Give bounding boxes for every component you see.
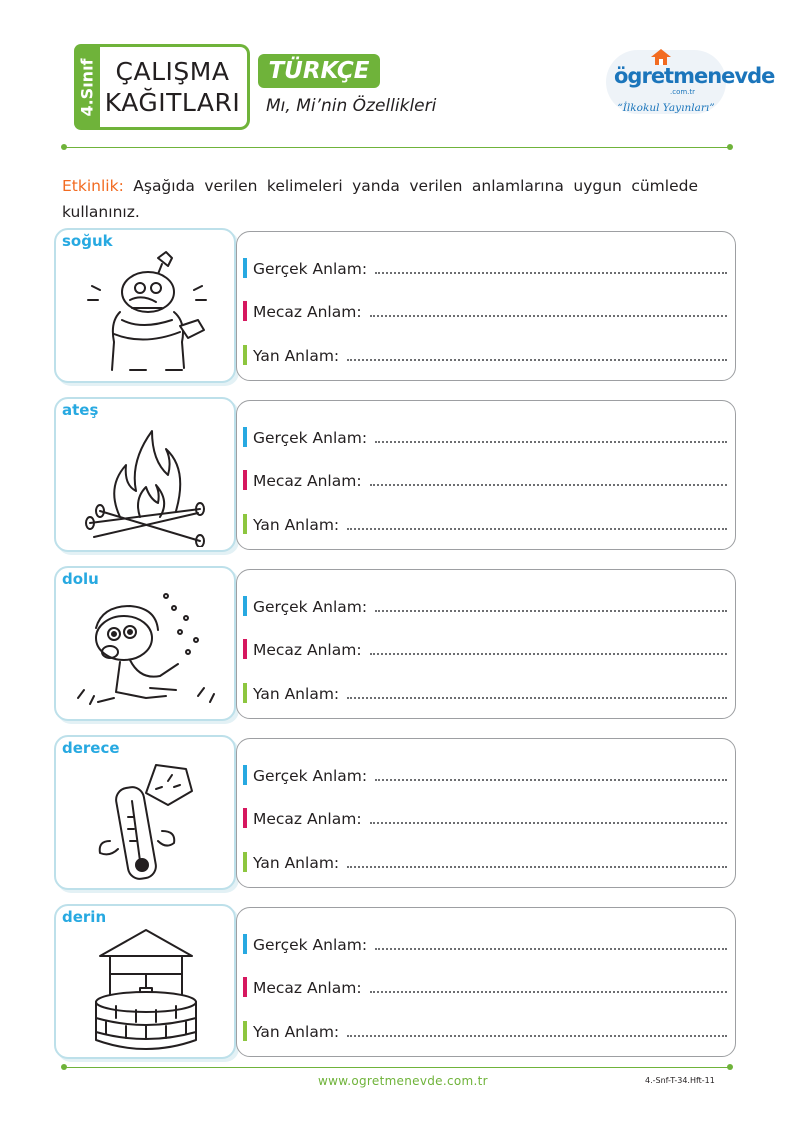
house-logo-icon bbox=[648, 46, 674, 66]
answer-line-figurative[interactable] bbox=[243, 299, 727, 321]
figurative-meaning-label: Mecaz Anlam: bbox=[253, 472, 362, 490]
answer-line-figurative[interactable] bbox=[243, 468, 727, 490]
answer-box bbox=[236, 400, 736, 550]
figurative-meaning-label: Mecaz Anlam: bbox=[253, 303, 362, 321]
picture-card bbox=[54, 735, 236, 890]
header-divider bbox=[64, 147, 730, 148]
blue-marker bbox=[243, 427, 247, 447]
shivering-man-icon bbox=[70, 250, 220, 378]
green-marker bbox=[243, 514, 247, 534]
dotted-line bbox=[375, 779, 727, 781]
side-meaning-label: Yan Anlam: bbox=[253, 516, 340, 534]
thermometer-icon bbox=[70, 757, 220, 885]
pink-marker bbox=[243, 808, 247, 828]
picture-card bbox=[54, 228, 236, 383]
side-meaning-label: Yan Anlam: bbox=[253, 854, 340, 872]
word-row bbox=[54, 228, 738, 383]
water-well-icon bbox=[70, 926, 220, 1054]
dotted-line bbox=[370, 653, 727, 655]
dotted-line bbox=[370, 315, 727, 317]
figurative-meaning-label: Mecaz Anlam: bbox=[253, 810, 362, 828]
logo-domain: .com.tr bbox=[670, 88, 696, 96]
side-meaning-label: Yan Anlam: bbox=[253, 347, 340, 365]
grade-tab bbox=[74, 44, 100, 130]
footer-url[interactable]: www.ogretmenevde.com.tr bbox=[318, 1074, 488, 1088]
dotted-line bbox=[347, 359, 727, 361]
green-marker bbox=[243, 852, 247, 872]
word-row bbox=[54, 566, 738, 721]
dotted-line bbox=[347, 528, 727, 530]
topic-title: Mı, Mi’nin Özellikleri bbox=[266, 96, 437, 116]
dotted-line bbox=[375, 441, 727, 443]
word-label: ateş bbox=[62, 401, 99, 419]
side-meaning-label: Yan Anlam: bbox=[253, 685, 340, 703]
real-meaning-label: Gerçek Anlam: bbox=[253, 429, 368, 447]
word-row bbox=[54, 904, 738, 1059]
word-label: derin bbox=[62, 908, 107, 926]
answer-box bbox=[236, 231, 736, 381]
campfire-icon bbox=[70, 419, 220, 547]
side-meaning-label: Yan Anlam: bbox=[253, 1023, 340, 1041]
footer-code: 4.-Snf-T-34.Hft-11 bbox=[645, 1076, 715, 1085]
figurative-meaning-label: Mecaz Anlam: bbox=[253, 641, 362, 659]
grade-label: 4.Sınıf bbox=[77, 57, 97, 117]
dotted-line bbox=[375, 610, 727, 612]
activity-text: Aşağıda verilen kelimeleri yanda verilen anlamlarına uygun cümlede kullanınız. bbox=[62, 177, 698, 221]
dotted-line bbox=[370, 991, 727, 993]
real-meaning-label: Gerçek Anlam: bbox=[253, 598, 368, 616]
answer-line-figurative[interactable] bbox=[243, 637, 727, 659]
dotted-line bbox=[347, 697, 727, 699]
answer-line-real[interactable] bbox=[243, 594, 727, 616]
figurative-meaning-label: Mecaz Anlam: bbox=[253, 979, 362, 997]
green-marker bbox=[243, 1021, 247, 1041]
answer-line-real[interactable] bbox=[243, 932, 727, 954]
logo-slogan: “İlkokul Yayınları” bbox=[617, 102, 715, 114]
activity-instruction bbox=[62, 173, 698, 225]
answer-line-side[interactable] bbox=[243, 512, 727, 534]
answer-box bbox=[236, 907, 736, 1057]
pink-marker bbox=[243, 301, 247, 321]
blue-marker bbox=[243, 596, 247, 616]
dotted-line bbox=[375, 948, 727, 950]
green-marker bbox=[243, 345, 247, 365]
answer-line-figurative[interactable] bbox=[243, 806, 727, 828]
answer-line-side[interactable] bbox=[243, 850, 727, 872]
publisher-logo bbox=[600, 42, 775, 130]
dotted-line bbox=[370, 822, 727, 824]
title-line-2: KAĞITLARI bbox=[104, 88, 241, 117]
pink-marker bbox=[243, 639, 247, 659]
real-meaning-label: Gerçek Anlam: bbox=[253, 260, 368, 278]
word-label: dolu bbox=[62, 570, 99, 588]
real-meaning-label: Gerçek Anlam: bbox=[253, 767, 368, 785]
activity-label: Etkinlik: bbox=[62, 177, 124, 195]
answer-box bbox=[236, 569, 736, 719]
answer-line-side[interactable] bbox=[243, 343, 727, 365]
title-line-1: ÇALIŞMA bbox=[115, 57, 230, 86]
worksheet-title bbox=[98, 44, 250, 130]
logo-name: ögretmenevde bbox=[614, 64, 775, 88]
blue-marker bbox=[243, 258, 247, 278]
dotted-line bbox=[347, 866, 727, 868]
answer-line-real[interactable] bbox=[243, 763, 727, 785]
word-label: derece bbox=[62, 739, 120, 757]
boy-in-hail-icon bbox=[70, 588, 220, 716]
picture-card bbox=[54, 397, 236, 552]
dotted-line bbox=[375, 272, 727, 274]
word-row bbox=[54, 397, 738, 552]
word-row bbox=[54, 735, 738, 890]
picture-card bbox=[54, 904, 236, 1059]
answer-line-side[interactable] bbox=[243, 1019, 727, 1041]
subject-badge: TÜRKÇE bbox=[258, 54, 380, 88]
dotted-line bbox=[370, 484, 727, 486]
pink-marker bbox=[243, 977, 247, 997]
word-label: soğuk bbox=[62, 232, 113, 250]
answer-line-real[interactable] bbox=[243, 256, 727, 278]
answer-line-side[interactable] bbox=[243, 681, 727, 703]
dotted-line bbox=[347, 1035, 727, 1037]
answer-line-real[interactable] bbox=[243, 425, 727, 447]
blue-marker bbox=[243, 934, 247, 954]
answer-line-figurative[interactable] bbox=[243, 975, 727, 997]
green-marker bbox=[243, 683, 247, 703]
footer-divider bbox=[64, 1067, 730, 1068]
real-meaning-label: Gerçek Anlam: bbox=[253, 936, 368, 954]
pink-marker bbox=[243, 470, 247, 490]
answer-box bbox=[236, 738, 736, 888]
blue-marker bbox=[243, 765, 247, 785]
picture-card bbox=[54, 566, 236, 721]
